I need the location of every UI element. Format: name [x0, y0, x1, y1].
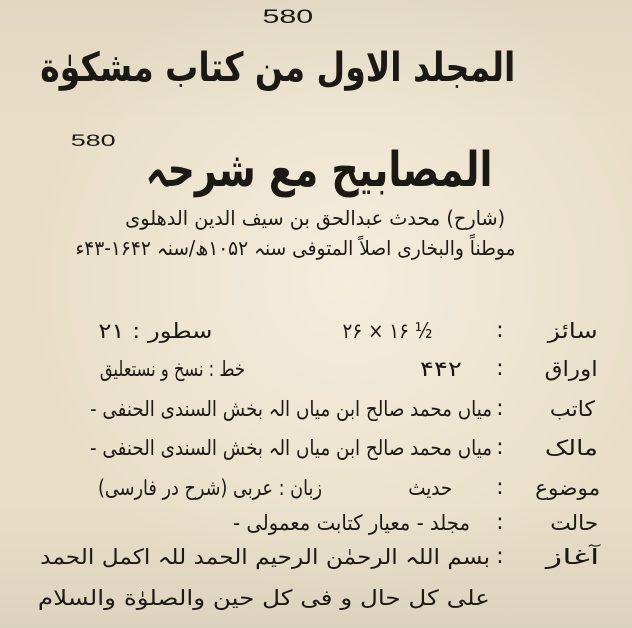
field-value-text: ۴۴۲ — [419, 357, 463, 381]
field-value-incipit-continuation — [38, 583, 490, 613]
field-value-subject — [408, 473, 452, 503]
field-value-text: بسم اللہ الرحمٰن الرحیم الحمد للہ اکمل الحمد — [39, 545, 491, 569]
field-label-text: سائز — [548, 319, 598, 343]
field-separator: : — [496, 544, 504, 569]
field-aside-lines — [98, 316, 212, 346]
field-label-text: آغاز — [545, 545, 600, 569]
field-aside-script — [100, 354, 245, 384]
field-value-text: ۲۶ × ۱۶ ½ — [342, 319, 434, 343]
field-aside-language — [98, 473, 322, 503]
field-separator: : — [496, 510, 504, 535]
field-value-text: حدیث — [407, 476, 452, 500]
origin-text: موطناً والبخاری اصلاً المتوفی سنہ ۱۰۵۲ھ/سنہ ۱۶۴۲-۴۳ء — [74, 236, 516, 260]
page-number-text: 580 — [262, 7, 314, 28]
title-line-2 — [145, 134, 492, 206]
field-value-incipit — [40, 542, 490, 572]
field-value-size — [343, 316, 433, 346]
field-value-scribe — [90, 394, 492, 424]
field-value-condition — [233, 508, 470, 538]
field-label-scribe — [550, 394, 595, 424]
field-separator: : — [496, 435, 504, 460]
field-aside-text: سطور : ۲۱ — [98, 319, 212, 343]
page-number — [262, 6, 314, 30]
field-value-text: میاں محمد صالح ابن میاں الہ بخش السندی الحنفی - — [89, 397, 492, 421]
field-value-text: علی کل حال و فی کل حین والصلوٰة والسلام — [38, 586, 491, 610]
title-line-2-text: المصابیح مع شرحہ — [145, 142, 492, 198]
field-value-folios — [420, 354, 462, 384]
field-label-condition — [550, 508, 598, 538]
field-label-text: اوراق — [545, 357, 598, 381]
margin-page-number-text: 580 — [71, 131, 116, 150]
field-label-text: حالت — [550, 511, 598, 535]
field-value-text: میاں محمد صالح ابن میاں الہ بخش السندی الحنفی - — [89, 436, 492, 460]
field-separator: : — [496, 475, 504, 500]
commentator-line — [125, 204, 505, 232]
field-label-incipit — [545, 542, 600, 572]
field-value-text: مجلد - معیار کتابت معمولی - — [232, 511, 470, 535]
field-separator: : — [496, 396, 504, 421]
field-aside-text: زبان : عربی (شرح در فارسی) — [98, 476, 322, 500]
origin-line — [75, 234, 515, 262]
field-label-text: کاتب — [549, 397, 596, 421]
margin-page-number — [71, 130, 116, 152]
field-separator: : — [496, 356, 504, 381]
title-line-1-text: المجلد الاول من کتاب مشکوٰة — [39, 45, 516, 91]
field-label-size — [548, 316, 598, 346]
field-aside-text: خط : نسخ و نستعلیق — [99, 357, 245, 381]
field-label-owner — [545, 433, 598, 463]
field-separator: : — [496, 318, 504, 343]
title-line-1 — [40, 36, 515, 100]
field-label-text: مالک — [544, 436, 599, 460]
field-label-folios — [545, 354, 598, 384]
field-value-owner — [90, 433, 492, 463]
commentator-text: (شارح) محدث عبدالحق بن سیف الدین الدھلوی — [124, 206, 505, 230]
field-label-text: موضوع — [534, 476, 601, 500]
field-label-subject — [535, 473, 600, 503]
